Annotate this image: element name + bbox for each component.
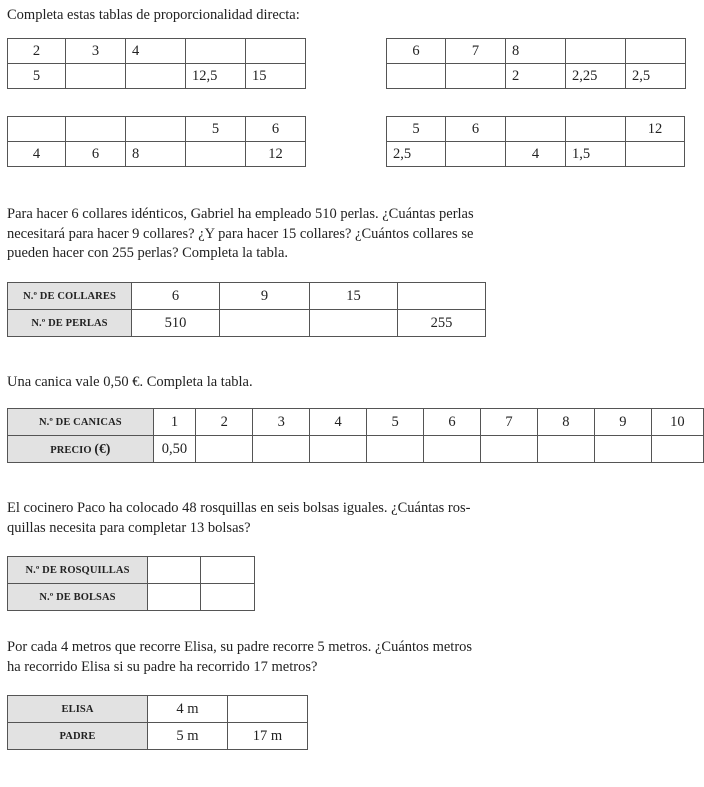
table-cell[interactable]: 4 bbox=[126, 39, 186, 64]
table-cell[interactable] bbox=[66, 64, 126, 89]
row-label: N.º DE ROSQUILLAS bbox=[8, 557, 148, 584]
row-label: N.º DE CANICAS bbox=[8, 409, 154, 436]
proportion-table-c bbox=[7, 116, 306, 167]
row-label: N.º DE COLLARES bbox=[8, 283, 132, 310]
table-cell[interactable] bbox=[66, 117, 126, 142]
table-cell[interactable] bbox=[246, 39, 306, 64]
exercise-1-instruction: Completa estas tablas de proporcionalidad directa: bbox=[7, 7, 300, 23]
table-cell[interactable]: 6 bbox=[424, 409, 481, 436]
table-cell[interactable]: 5 bbox=[8, 64, 66, 89]
table-cell[interactable]: 1 bbox=[153, 409, 196, 436]
text-line: Para hacer 6 collares idénticos, Gabriel ha empleado 510 perlas. ¿Cuántas perlas bbox=[7, 206, 474, 222]
table-cell[interactable]: 12 bbox=[246, 142, 306, 167]
table-cell[interactable] bbox=[480, 436, 537, 463]
table-cell[interactable]: 6 bbox=[132, 283, 220, 310]
table-cell[interactable]: 510 bbox=[132, 310, 220, 337]
table-cell[interactable] bbox=[8, 117, 66, 142]
table-cell[interactable]: 5 bbox=[186, 117, 246, 142]
row-label: N.º DE BOLSAS bbox=[8, 584, 148, 611]
table-cell[interactable] bbox=[201, 584, 255, 611]
table-cell[interactable]: 7 bbox=[446, 39, 506, 64]
table-cell[interactable]: 12,5 bbox=[186, 64, 246, 89]
table-cell[interactable]: 2,5 bbox=[626, 64, 686, 89]
row-label: N.º DE PERLAS bbox=[8, 310, 132, 337]
table-cell[interactable]: 5 bbox=[387, 117, 446, 142]
text-line: El cocinero Paco ha colocado 48 rosquillas en seis bolsas iguales. ¿Cuántas ros- bbox=[7, 500, 471, 516]
distance-table bbox=[7, 695, 308, 750]
table-cell[interactable]: 2 bbox=[8, 39, 66, 64]
table-cell[interactable] bbox=[398, 283, 486, 310]
table-cell[interactable] bbox=[220, 310, 310, 337]
table-cell[interactable] bbox=[566, 117, 626, 142]
table-cell[interactable]: 8 bbox=[537, 409, 594, 436]
table-cell[interactable] bbox=[566, 39, 626, 64]
table-cell[interactable]: 5 bbox=[367, 409, 424, 436]
table-cell[interactable]: 12 bbox=[626, 117, 685, 142]
table-cell[interactable]: 2,25 bbox=[566, 64, 626, 89]
table-cell[interactable]: 255 bbox=[398, 310, 486, 337]
table-cell[interactable]: 3 bbox=[253, 409, 310, 436]
table-cell[interactable] bbox=[594, 436, 651, 463]
exercise-2-text bbox=[7, 205, 474, 264]
table-cell[interactable]: 9 bbox=[594, 409, 651, 436]
table-cell[interactable]: 1,5 bbox=[566, 142, 626, 167]
exercise-4-text bbox=[7, 499, 470, 538]
table-cell[interactable]: 0,50 bbox=[153, 436, 196, 463]
table-cell[interactable]: 9 bbox=[220, 283, 310, 310]
euro-unit: (€) bbox=[94, 441, 111, 456]
table-cell[interactable] bbox=[367, 436, 424, 463]
table-cell[interactable] bbox=[651, 436, 703, 463]
table-cell[interactable] bbox=[424, 436, 481, 463]
row-label: ELISA bbox=[8, 696, 148, 723]
table-cell[interactable] bbox=[148, 584, 201, 611]
table-cell[interactable] bbox=[387, 64, 446, 89]
table-cell[interactable] bbox=[148, 557, 201, 584]
proportion-table-d bbox=[386, 116, 685, 167]
table-cell[interactable]: 2 bbox=[506, 64, 566, 89]
table-cell[interactable]: 15 bbox=[310, 283, 398, 310]
table-cell[interactable] bbox=[196, 436, 253, 463]
table-cell[interactable]: 4 bbox=[8, 142, 66, 167]
text-line: Por cada 4 metros que recorre Elisa, su padre recorre 5 metros. ¿Cuántos metros bbox=[7, 639, 473, 655]
table-cell[interactable] bbox=[126, 64, 186, 89]
table-cell[interactable] bbox=[310, 310, 398, 337]
table-cell[interactable] bbox=[253, 436, 310, 463]
table-cell[interactable]: 17 m bbox=[228, 723, 308, 750]
text-line: ha recorrido Elisa si su padre ha recorrido 17 metros? bbox=[7, 658, 318, 675]
table-cell[interactable]: 15 bbox=[246, 64, 306, 89]
table-cell[interactable] bbox=[126, 117, 186, 142]
exercise-5-text bbox=[7, 638, 472, 677]
row-label-precio bbox=[8, 436, 154, 463]
table-cell[interactable] bbox=[186, 142, 246, 167]
table-cell[interactable] bbox=[446, 64, 506, 89]
table-cell[interactable] bbox=[626, 142, 685, 167]
marbles-table bbox=[7, 408, 704, 463]
table-cell[interactable]: 10 bbox=[651, 409, 703, 436]
table-cell[interactable]: 2 bbox=[196, 409, 253, 436]
table-cell[interactable]: 8 bbox=[506, 39, 566, 64]
table-cell[interactable] bbox=[186, 39, 246, 64]
table-cell[interactable]: 4 bbox=[310, 409, 367, 436]
necklace-table bbox=[7, 282, 486, 337]
table-cell[interactable]: 6 bbox=[446, 117, 506, 142]
exercise-3-text: Una canica vale 0,50 €. Completa la tabla. bbox=[7, 374, 253, 390]
table-cell[interactable]: 4 m bbox=[148, 696, 228, 723]
table-cell[interactable] bbox=[626, 39, 686, 64]
table-cell[interactable] bbox=[506, 117, 566, 142]
table-cell[interactable]: 5 m bbox=[148, 723, 228, 750]
donuts-table bbox=[7, 556, 255, 611]
table-cell[interactable]: 2,5 bbox=[387, 142, 446, 167]
table-cell[interactable]: 8 bbox=[126, 142, 186, 167]
table-cell[interactable] bbox=[446, 142, 506, 167]
row-label: PADRE bbox=[8, 723, 148, 750]
table-cell[interactable]: 3 bbox=[66, 39, 126, 64]
table-cell[interactable]: 6 bbox=[246, 117, 306, 142]
text-line: pueden hacer con 255 perlas? Completa la tabla. bbox=[7, 245, 289, 261]
text-line: quillas necesita para completar 13 bolsas? bbox=[7, 519, 251, 536]
table-cell[interactable] bbox=[201, 557, 255, 584]
table-cell[interactable]: 6 bbox=[387, 39, 446, 64]
table-cell[interactable] bbox=[228, 696, 308, 723]
table-cell[interactable]: 6 bbox=[66, 142, 126, 167]
proportion-table-a bbox=[7, 38, 306, 89]
table-cell[interactable]: 7 bbox=[480, 409, 537, 436]
table-cell[interactable] bbox=[537, 436, 594, 463]
table-cell[interactable]: 4 bbox=[506, 142, 566, 167]
text-line: necesitará para hacer 9 collares? ¿Y para hacer 15 collares? ¿Cuántos collares se bbox=[7, 225, 474, 242]
row-label: PRECIO bbox=[50, 445, 92, 456]
table-cell[interactable] bbox=[310, 436, 367, 463]
proportion-table-b bbox=[386, 38, 686, 89]
